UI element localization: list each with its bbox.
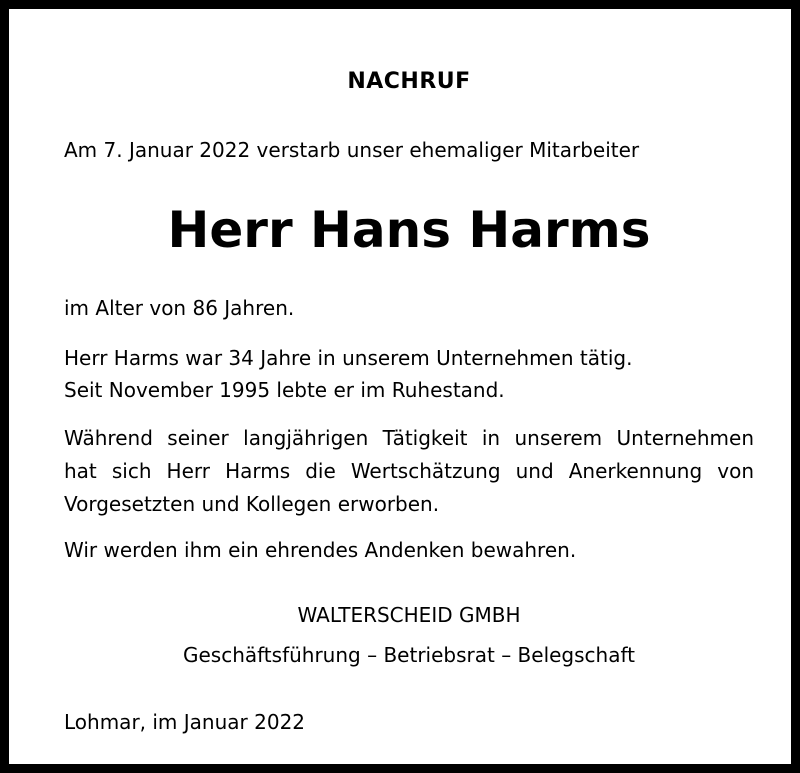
career-line-2: Seit November 1995 lebte er im Ruhestand.: [64, 378, 505, 402]
place-date-text: Lohmar, im Januar 2022: [64, 710, 306, 734]
tribute-line-2: hat sich Herr Harms die Wertschätzung und Anerkennung von: [64, 459, 754, 483]
tribute-paragraph: [64, 422, 754, 521]
company-name: WALTERSCHEID GMBH: [297, 603, 521, 627]
age-text: im Alter von 86 Jahren.: [64, 296, 295, 320]
tribute-line-3: Vorgesetzten und Kollegen erworben.: [64, 492, 440, 516]
deceased-name: Herr Hans Harms: [167, 201, 651, 259]
closing-text: Wir werden ihm ein ehrendes Andenken bewahren.: [64, 538, 577, 562]
career-line-1: Herr Harms war 34 Jahre in unserem Unternehmen tätig.: [64, 346, 633, 370]
intro-text: Am 7. Januar 2022 verstarb unser ehemaliger Mitarbeiter: [64, 138, 640, 162]
tribute-line-1: Während seiner langjährigen Tätigkeit in unserem Unternehmen: [64, 426, 754, 450]
signatories-text: Geschäftsführung – Betriebsrat – Belegschaft: [182, 643, 636, 667]
notice-heading: NACHRUF: [347, 69, 471, 94]
